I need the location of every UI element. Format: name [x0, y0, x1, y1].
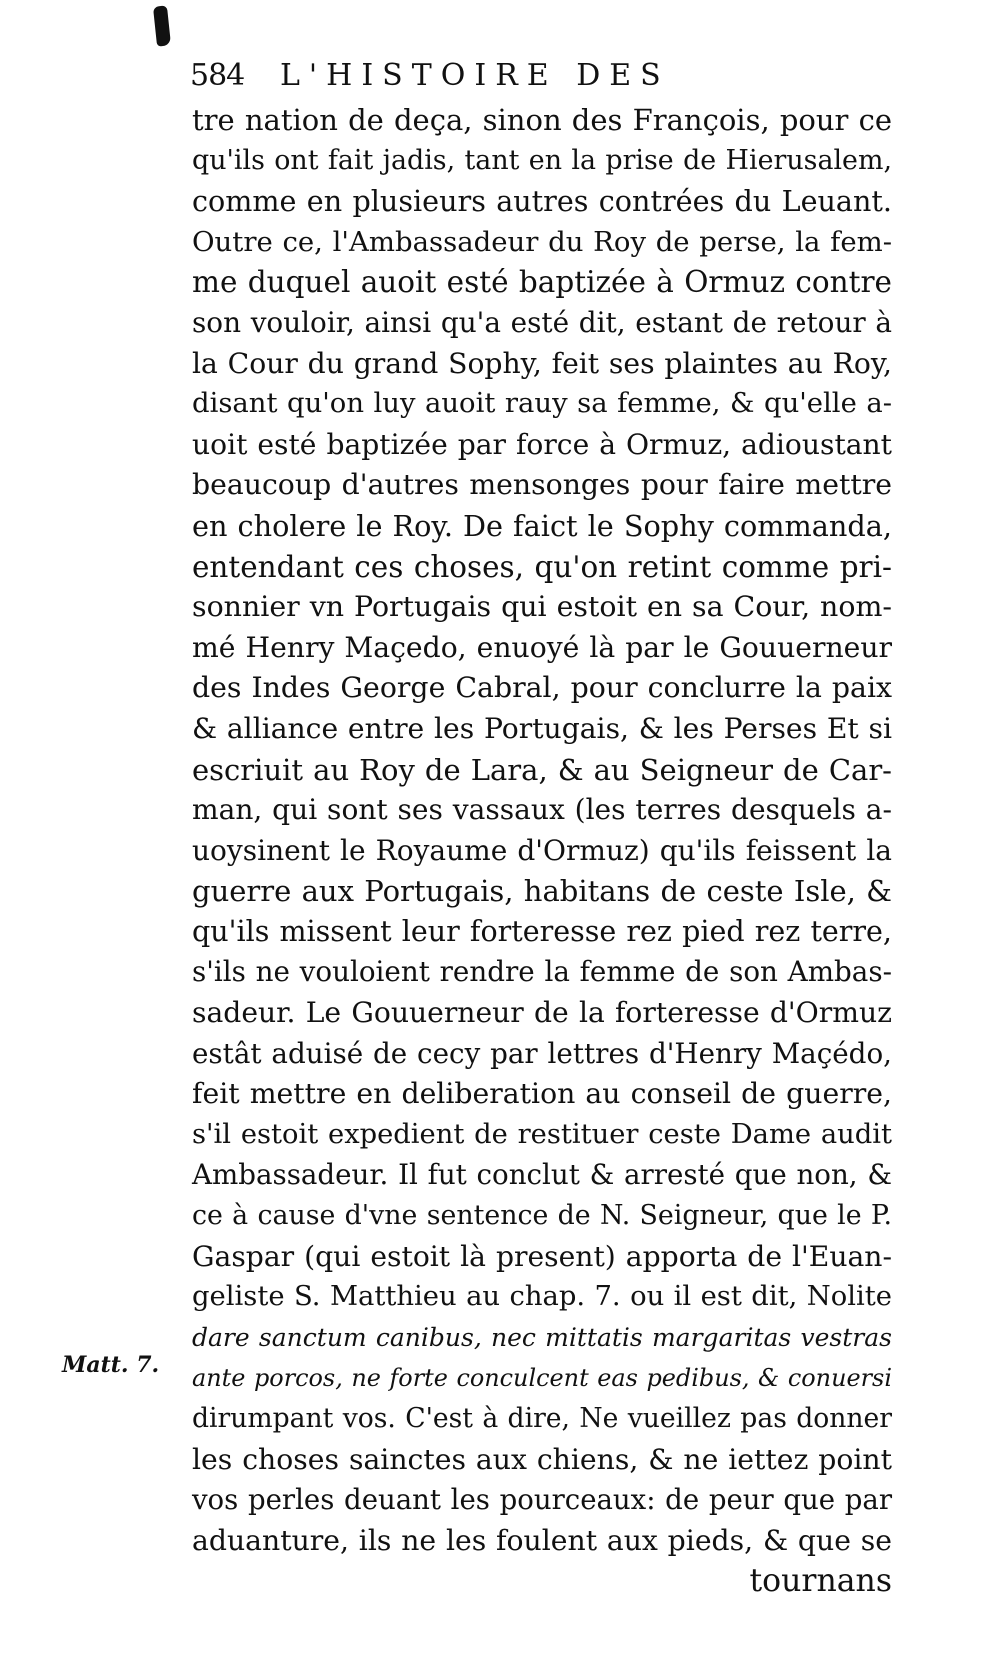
text-line-latin: ante porcos, ne forte conculcent eas pedibus, & conuersi: [192, 1364, 892, 1393]
text-line: tre nation de deça, sinon des François, pour ce: [192, 103, 892, 137]
text-line: uoit esté baptizée par force à Ormuz, adioustant: [192, 427, 892, 461]
text-line: disant qu'on luy auoit rauy sa femme, & qu'elle a-: [192, 388, 892, 420]
text-line: man, qui sont ses vassaux (les terres desquels a-: [192, 793, 892, 827]
text-line: sonnier vn Portugais qui estoit en sa Cour, nom-: [192, 590, 892, 624]
running-title: L'HISTOIRE DES: [280, 58, 670, 93]
page-header: [190, 58, 810, 100]
catchword: tournans: [749, 1563, 892, 1600]
text-line: des Indes George Cabral, pour conclurre la paix: [192, 671, 892, 705]
text-line: sadeur. Le Gouuerneur de la forteresse d'Ormuz: [192, 996, 892, 1030]
text-line: Gaspar (qui estoit là present) apporta de l'Euan-: [192, 1239, 892, 1273]
ink-blot-mark: [153, 5, 171, 46]
text-line: aduanture, ils ne les foulent aux pieds, & que se: [192, 1523, 892, 1557]
text-line: comme en plusieurs autres contrées du Leuant.: [192, 184, 892, 219]
text-line: geliste S. Matthieu au chap. 7. ou il est dit, Nolite: [192, 1281, 892, 1313]
text-line: uoysinent le Royaume d'Ormuz) qu'ils feissent la: [192, 833, 892, 867]
text-line: mé Henry Maçedo, enuoyé là par le Gouuerneur: [192, 630, 892, 664]
text-line: s'il estoit expedient de restituer ceste Dame audit: [192, 1118, 892, 1150]
page-number: 584: [190, 58, 245, 93]
text-line: en cholere le Roy. De faict le Sophy commanda,: [192, 508, 892, 543]
text-line: les choses sainctes aux chiens, & ne iettez point: [192, 1442, 892, 1476]
text-line: s'ils ne vouloient rendre la femme de son Ambas-: [192, 955, 892, 989]
text-line: guerre aux Portugais, habitans de ceste Isle, &: [192, 874, 892, 909]
text-line: Outre ce, l'Ambassadeur du Roy de perse, la fem-: [192, 225, 892, 258]
text-line: entendant ces choses, qu'on retint comme pri-: [192, 549, 892, 584]
text-line: me duquel auoit esté baptizée à Ormuz contre: [192, 265, 892, 300]
text-line: ce à cause d'vne sentence de N. Seigneur, que le P.: [192, 1200, 892, 1232]
text-line: feit mettre en deliberation au conseil de guerre,: [192, 1077, 892, 1111]
body-text: [192, 100, 892, 1602]
text-line: estât aduisé de cecy par lettres d'Henry Maçédo,: [192, 1036, 892, 1070]
text-line-latin: dare sanctum canibus, nec mittatis margaritas vestras: [192, 1322, 892, 1352]
text-line: la Cour du grand Sophy, feit ses plaintes au Roy,: [192, 346, 892, 380]
text-line: vos perles deuant les pourceaux: de peur que par: [192, 1484, 892, 1517]
text-line: qu'ils ont fait jadis, tant en la prise de Hierusalem,: [192, 144, 892, 176]
margin-note: Matt. 7.: [62, 1352, 160, 1378]
text-line: qu'ils missent leur forteresse rez pied rez terre,: [192, 914, 892, 948]
text-line: & alliance entre les Portugais, & les Perses Et si: [192, 711, 892, 745]
text-line: son vouloir, ainsi qu'a esté dit, estant de retour à: [192, 305, 892, 339]
text-line: Ambassadeur. Il fut conclut & arresté que non, &: [192, 1158, 892, 1192]
text-line: beaucoup d'autres mensonges pour faire mettre: [192, 468, 892, 502]
text-line: dirumpant vos. C'est à dire, Ne vueillez pas donner: [192, 1403, 892, 1434]
text-line: escriuit au Roy de Lara, & au Seigneur de Car-: [192, 752, 892, 787]
